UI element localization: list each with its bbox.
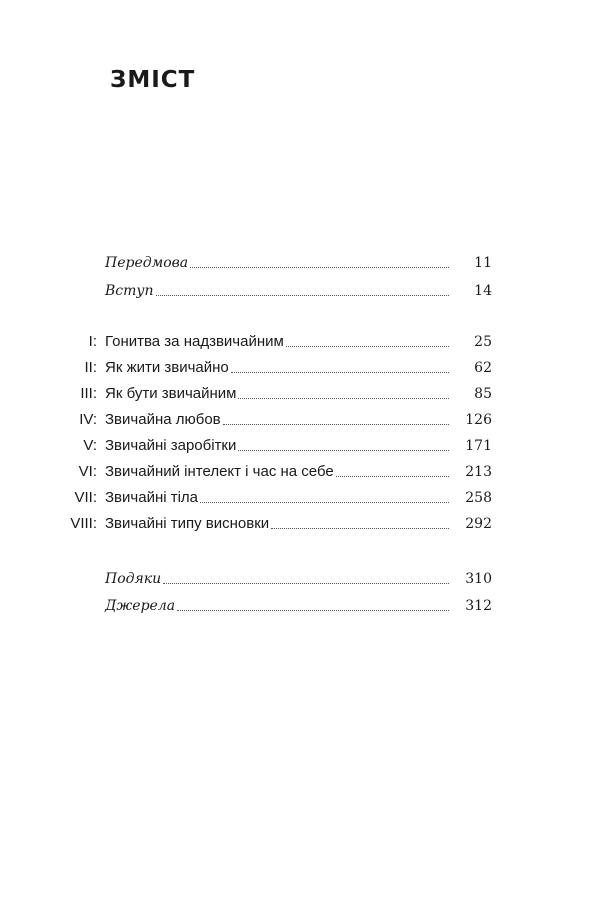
toc-entry-title: Вступ	[105, 283, 154, 299]
toc-page-number: 62	[474, 360, 492, 376]
toc-entry-fill	[105, 383, 449, 405]
page-title: ЗМІСТ	[110, 67, 196, 93]
toc-entry-chapter-2	[0, 357, 600, 379]
chapter-number: VIII:	[70, 515, 97, 532]
toc-entry-fill	[105, 435, 449, 457]
toc-entry-title: Як бути звичайним	[105, 385, 237, 402]
toc-entry-title: Передмова	[105, 255, 189, 271]
toc-entry-fill	[105, 568, 449, 590]
toc-entry-chapter-7	[0, 487, 600, 509]
toc-entry-fill	[105, 331, 449, 353]
toc-entry-sources	[0, 595, 600, 617]
toc-page-number: 258	[465, 490, 492, 506]
dot-leader	[163, 583, 449, 584]
toc-entry-title: Звичайні типу висновки	[105, 515, 270, 532]
dot-leader	[190, 267, 449, 268]
dot-leader	[238, 450, 449, 451]
toc-entry-fill	[105, 513, 449, 535]
toc-page-number: 14	[474, 283, 492, 299]
dot-leader	[156, 295, 449, 296]
chapter-number: VI:	[78, 463, 97, 480]
toc-entry-title: Гонитва за надзвичайним	[105, 333, 284, 350]
toc-entry-acknowledgements	[0, 568, 600, 590]
dot-leader	[286, 346, 449, 347]
toc-entry-fill	[105, 409, 449, 431]
chapter-number: I:	[88, 333, 97, 350]
dot-leader	[200, 502, 449, 503]
toc-page-number: 11	[474, 255, 492, 271]
dot-leader	[238, 398, 449, 399]
toc-page-number: 312	[465, 598, 492, 614]
dot-leader	[336, 476, 449, 477]
chapter-number: IV:	[79, 411, 97, 428]
toc-entry-title: Як жити звичайно	[105, 359, 229, 376]
toc-entry-fill	[105, 280, 449, 302]
dot-leader	[223, 424, 449, 425]
toc-entry-title: Звичайні тіла	[105, 489, 199, 506]
dot-leader	[271, 528, 449, 529]
toc-entry-introduction	[0, 280, 600, 302]
toc-entry-title: Подяки	[105, 571, 162, 587]
toc-entry-chapter-3	[0, 383, 600, 405]
toc-entry-title: Джерела	[105, 598, 176, 614]
toc-entry-chapter-5	[0, 435, 600, 457]
toc-page-number: 25	[474, 334, 492, 350]
dot-leader	[231, 372, 449, 373]
toc-entry-chapter-6	[0, 461, 600, 483]
toc-page-number: 171	[465, 438, 492, 454]
chapter-number: II:	[84, 359, 97, 376]
toc-entry-fill	[105, 487, 449, 509]
toc-entry-title: Звичайний інтелект і час на себе	[105, 463, 334, 480]
toc-page-number: 85	[474, 386, 492, 402]
toc-entry-preface	[0, 252, 600, 274]
toc-entry-chapter-4	[0, 409, 600, 431]
chapter-number: III:	[80, 385, 97, 402]
toc-entry-title: Звичайні заробітки	[105, 437, 237, 454]
toc-entry-fill	[105, 357, 449, 379]
toc-entry-fill	[105, 595, 449, 617]
toc-page-number: 126	[465, 412, 492, 428]
dot-leader	[177, 610, 449, 611]
toc-page-number: 310	[465, 571, 492, 587]
toc-entry-chapter-1	[0, 331, 600, 353]
toc-entry-title: Звичайна любов	[105, 411, 221, 428]
toc-entry-fill	[105, 461, 449, 483]
toc-page-number: 292	[465, 516, 492, 532]
chapter-number: V:	[83, 437, 97, 454]
toc-entry-chapter-8	[0, 513, 600, 535]
toc-page-number: 213	[465, 464, 492, 480]
chapter-number: VII:	[74, 489, 97, 506]
toc-entry-fill	[105, 252, 449, 274]
